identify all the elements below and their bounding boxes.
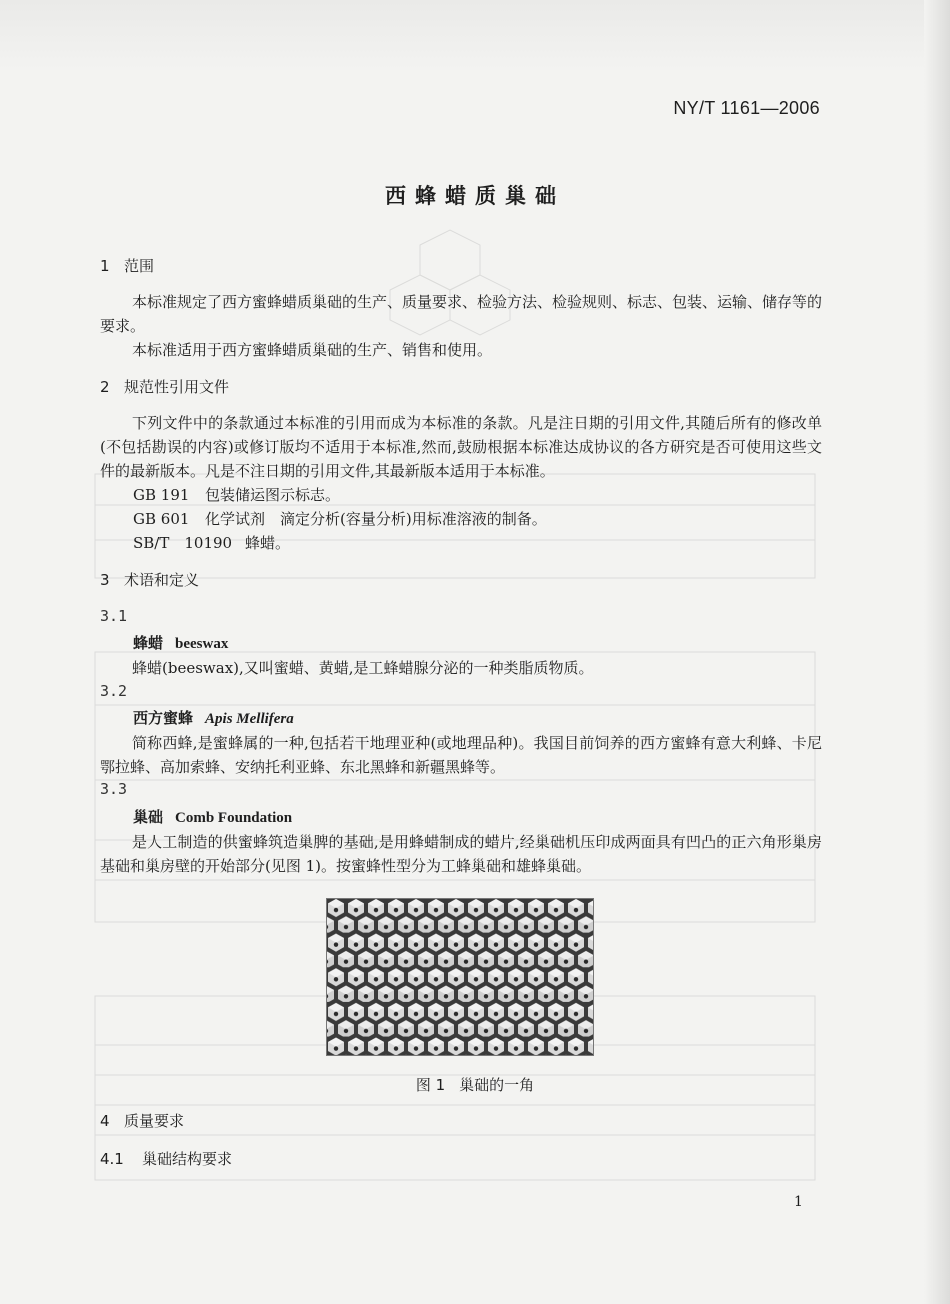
comb-foundation-photo	[326, 898, 594, 1056]
scope-paragraph-1: 本标准规定了西方蜜蜂蜡质巢础的生产、质量要求、检验方法、检验规则、标志、包装、运输、储存等的要求。	[100, 293, 823, 335]
section-1-heading	[100, 255, 154, 276]
reference-item	[133, 508, 547, 529]
term-chinese: 巢础	[133, 808, 164, 826]
reference-name: 化学试剂 滴定分析(容量分析)用标准溶液的制备。	[205, 510, 547, 528]
figure-label: 图 1	[415, 1076, 446, 1094]
section-title: 巢础结构要求	[142, 1150, 233, 1168]
term-chinese: 西方蜜蜂	[133, 709, 194, 727]
reference-name: 蜂蜡。	[245, 534, 291, 552]
term-beeswax	[133, 632, 228, 653]
subsection-number-3-1: 3.1	[100, 607, 128, 625]
section-number: 4	[100, 1112, 110, 1130]
reference-code: GB 191	[133, 486, 190, 504]
standard-number: NY/T 1161—2006	[673, 98, 820, 118]
section-number: 2	[100, 378, 110, 396]
definition-beeswax: 蜂蜡(beeswax),又叫蜜蜡、黄蜡,是工蜂蜡腺分泌的一种类脂质物质。	[132, 659, 594, 677]
section-2-heading	[100, 376, 229, 397]
page-number: 1	[794, 1194, 803, 1210]
definition-comb-foundation: 是人工制造的供蜜蜂筑造巢脾的基础,是用蜂蜡制成的蜡片,经巢础机压印成两面具有凹凸的正六角形巢房基础和巢房壁的开始部分(见图 1)。按蜜蜂性型分为工蜂巢础和雄蜂巢础。	[100, 833, 822, 875]
definition-apis-mellifera: 简称西蜂,是蜜蜂属的一种,包括若干地理亚种(或地理品种)。我国目前饲养的西方蜜蜂有意大利蜂、卡尼鄂拉蜂、高加索蜂、安纳托利亚蜂、东北黑蜂和新疆黑蜂等。	[100, 734, 822, 776]
section-title: 术语和定义	[124, 571, 200, 589]
scope-paragraph-2: 本标准适用于西方蜜蜂蜡质巢础的生产、销售和使用。	[132, 341, 493, 359]
subsection-number-3-2: 3.2	[100, 682, 128, 700]
term-english: Comb Foundation	[175, 810, 293, 826]
term-english: beeswax	[175, 636, 229, 652]
section-number: 4.1	[100, 1150, 124, 1168]
figure-1-caption	[0, 1074, 950, 1095]
section-number: 1	[100, 257, 110, 275]
term-comb-foundation	[133, 806, 292, 827]
section-title: 质量要求	[124, 1112, 185, 1130]
section-4-1-heading	[100, 1148, 232, 1169]
term-english: Apis Mellifera	[205, 711, 294, 727]
reference-item	[133, 484, 340, 505]
honeycomb-pattern-image	[326, 898, 594, 1056]
term-chinese: 蜂蜡	[133, 634, 164, 652]
subsection-number-3-3: 3.3	[100, 780, 128, 798]
document-title: 西蜂蜡质巢础	[385, 184, 565, 208]
section-3-heading	[100, 569, 199, 590]
section-4-heading	[100, 1110, 184, 1131]
normative-references-paragraph: 下列文件中的条款通过本标准的引用而成为本标准的条款。凡是注日期的引用文件,其随后所有的修改单(不包括勘误的内容)或修订版均不适用于本标准,然而,鼓励根据本标准达成协议的各方研究是否可使用这些文件的最新版本。凡是不注日期的引用文件,其最新版本适用于本标准。	[100, 414, 822, 480]
section-title: 范围	[124, 257, 155, 275]
figure-caption-text: 巢础的一角	[459, 1076, 535, 1094]
reference-item	[133, 532, 290, 553]
section-number: 3	[100, 571, 110, 589]
reference-name: 包装储运图示标志。	[205, 486, 341, 504]
section-title: 规范性引用文件	[124, 378, 230, 396]
reference-code: SB/T 10190	[133, 534, 233, 552]
reference-code: GB 601	[133, 510, 190, 528]
term-apis-mellifera	[133, 707, 294, 728]
